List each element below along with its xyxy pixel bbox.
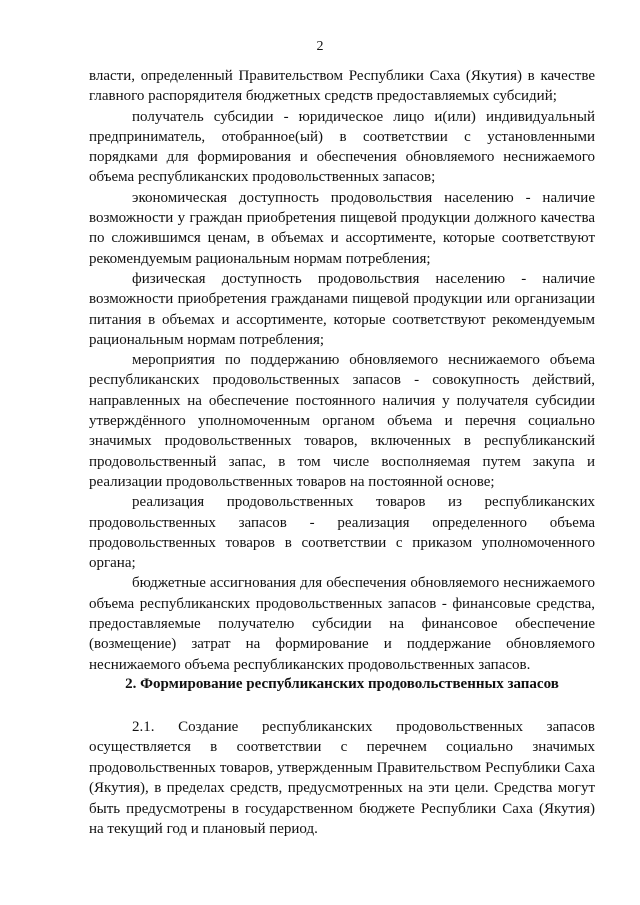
definitions-text: [89, 66, 595, 675]
paragraph-budget-allocations: бюджетные ассигнования для обеспечения обновляемого неснижаемого объема республиканских продовольственных запасов - финансовые средства, предоставляемые получателю субсидии на финансовое обеспечение (возмещение) затрат на формирование и поддержание обновляемого неснижаемого объема республиканских продовольственных запасов.: [89, 575, 595, 673]
paragraph-physical-accessibility: физическая доступность продовольствия населению - наличие возможности приобретения гражданами пищевой продукции или организации питания в объемах и ассортименте, которые соответствуют рекомендуемым рациональным нормам потребления;: [89, 270, 595, 348]
paragraph-maintenance-measures: мероприятия по поддержанию обновляемого неснижаемого объема республиканских продовольственных запасов - совокупность действий, направленных на обеспечение постоянного наличия у получателя субсидии утверждённого уполномоченным органом объема и перечня социально значимых продовольственных товаров, включенных в республиканский продовольственный запас, в том числе восполняемая путем закупа и реализации продовольственных товаров на постоянной основе;: [89, 352, 595, 490]
paragraph-authority-continuation: власти, определенный Правительством Республики Саха (Якутия) в качестве главного распорядителя бюджетных средств предоставляемых субсидий;: [89, 68, 595, 105]
paragraph-subsidy-recipient: получатель субсидии - юридическое лицо и(или) индивидуальный предприниматель, отобранное(ый) в соответствии с установленными порядками для формирования и обеспечения обновляемого неснижаемого объема республиканских продовольственных запасов;: [89, 108, 595, 186]
page-number: 2: [316, 39, 324, 54]
paragraph-2-1: 2.1. Создание республиканских продовольственных запасов осуществляется в соответствии с перечнем социально значимых продовольственных товаров, утвержденным Правительством Республики Саха (Якутия), в пределах средств, предусмотренных на эти цели. Средства могут быть предусмотрены в государственном бюджете Республики Саха (Якутия) на текущий год и плановый период.: [89, 719, 595, 838]
section-heading: 2. Формирование республиканских продовольственных запасов: [125, 676, 559, 692]
section-text: [89, 717, 595, 839]
paragraph-sale-of-goods: реализация продовольственных товаров из республиканских продовольственных запасов - реализация определенного объема продовольственных товаров в соответствии с приказом уполномоченного органа;: [89, 494, 595, 572]
paragraph-economic-accessibility: экономическая доступность продовольствия населению - наличие возможности у граждан приобретения пищевой продукции должного качества по сложившимся ценам, в объемах и ассортименте, которые соответствуют рекомендуемым рациональным нормам потребления;: [89, 189, 595, 267]
